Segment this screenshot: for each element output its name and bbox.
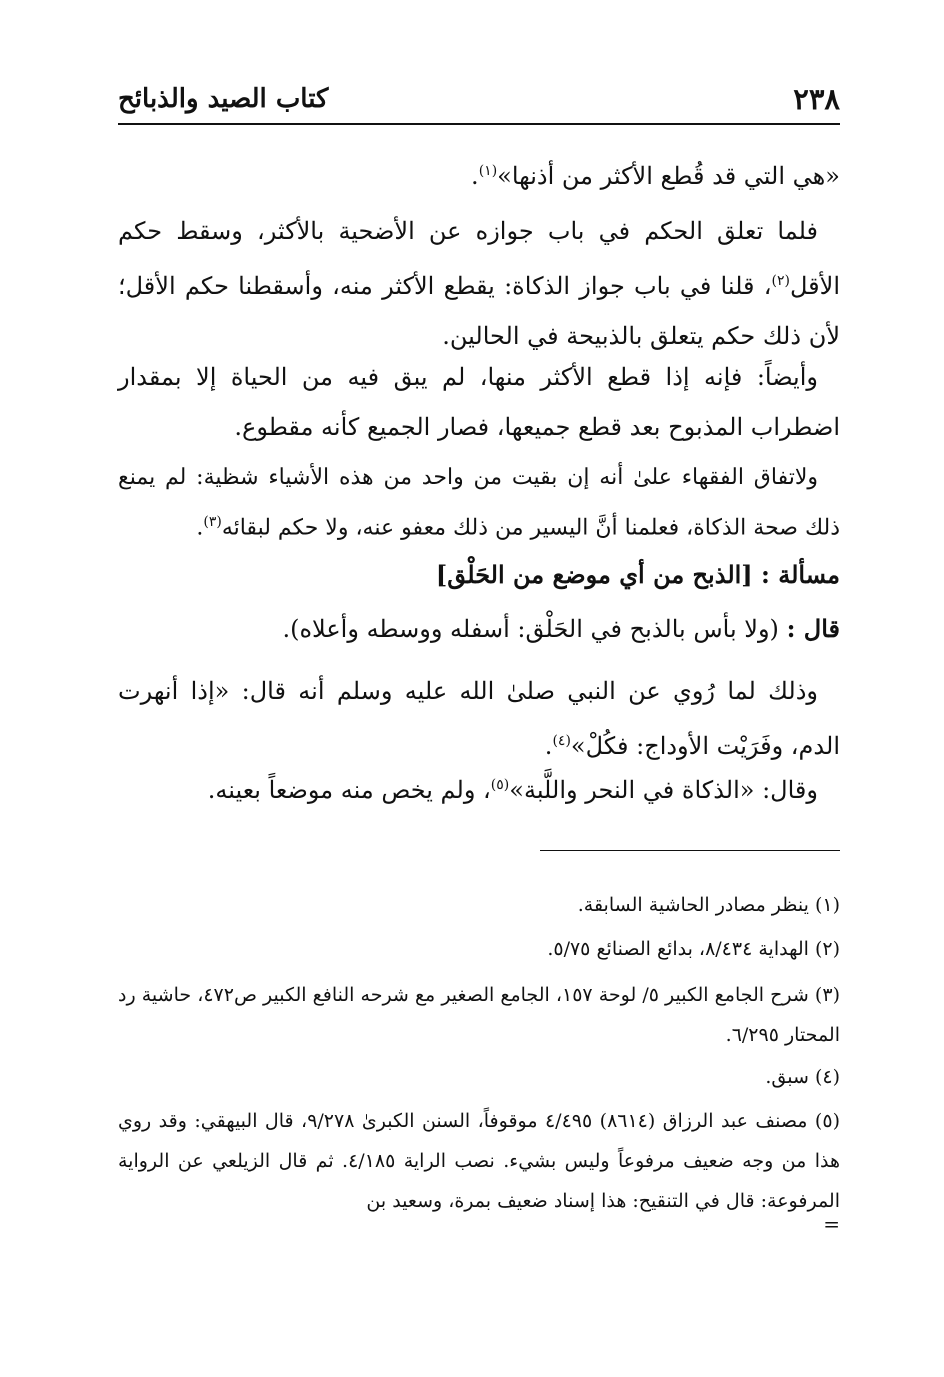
period: . — [471, 162, 479, 190]
footnote-ref-1: (١) — [478, 163, 498, 179]
issue-heading — [118, 550, 840, 600]
paragraph-1 — [118, 146, 840, 201]
paragraph-4-text: ولاتفاق الفقهاء علىٰ أنه إن بقيت من واحد من هذه الأشياء شظية: لم يمنع ذلك صحة الذكاة، فعلمنا أنَّ اليسير من ذلك معفو عنه، ولا حكم لبقائه — [118, 465, 840, 541]
paragraph-3 — [118, 352, 840, 452]
page-header — [118, 80, 840, 124]
header-rule — [118, 123, 840, 125]
period: . — [196, 515, 204, 541]
hadith-1-text: وذلك لما رُوي عن النبي صلىٰ الله عليه وسلم أنه قال: «إذا أنهرت الدم، وفَرَيْت الأوداج: فكُلْ» — [118, 677, 840, 760]
qala-text: (ولا بأس بالذبح في الحَلْق: أسفله ووسطه وأعلاه). — [282, 615, 779, 643]
issue-label: مسألة : — [761, 560, 840, 589]
paragraph-2-text-b: ، قلنا في باب جواز الذكاة: يقطع الأكثر منه، وأسقطنا حكم الأقل؛ لأن ذلك حكم يتعلق بالذبيحة في الحالين. — [118, 272, 840, 350]
footnote-4: (٤) سبق. — [765, 1066, 840, 1088]
footnote-5: (٥) مصنف عبد الرزاق (٨٦١٤) ٤/٤٩٥ موقوفاً، السنن الكبرىٰ ٩/٢٧٨، قال البيهقي: وقد روي هذا من وجه ضعيف مرفوعاً وليس بشيء. نصب الراية ٤/١٨٥. ثم قال الزيلعي عن الرواية المرفوعة: قال في التنقيح: هذا إسناد ضعيف بمرة، وسعيد بن — [118, 1110, 840, 1212]
footnote-ref-3: (٣) — [203, 514, 222, 530]
footnote-ref-4: (٤) — [552, 733, 571, 749]
footnote-2: (٢) الهداية ٨/٤٣٤، بدائع الصنائع ٥/٧٥. — [547, 938, 840, 960]
quote-text: «هي التي قد قُطع الأكثر من أذنها» — [497, 162, 840, 190]
paragraph-hadith-1 — [118, 666, 840, 771]
issue-title: [الذبح من أي موضع من الحَلْق] — [435, 560, 753, 589]
paragraph-4 — [118, 456, 840, 550]
paragraph-2 — [118, 206, 840, 361]
page-number: ٢٣٨ — [793, 82, 840, 116]
paragraph-2-text-a: فلما تعلق الحكم في باب جوازه عن الأضحية بالأكثر، وسقط حكم الأقل — [118, 217, 840, 300]
running-title: كتاب الصيد والذبائح — [118, 84, 329, 114]
hadith-2-text: وقال: «الذكاة في النحر واللَّبة» — [509, 776, 818, 804]
paragraph-hadith-2 — [118, 760, 840, 815]
continuation-mark: = — [823, 1212, 840, 1236]
paragraph-3-text: وأيضاً: فإنه إذا قطع الأكثر منها، لم يبق فيه من الحياة إلا بمقدار اضطراب المذبوح بعد قطع جميعها، فصار الجميع كأنه مقطوع. — [118, 363, 840, 441]
period: . — [544, 732, 553, 760]
footnote-3: (٣) شرح الجامع الكبير ٥/ لوحة ١٥٧، الجامع الصغير مع شرحه النافع الكبير ص٤٧٢، حاشية رد المحتار ٦/٢٩٥. — [118, 984, 840, 1046]
paragraph-qala — [118, 604, 840, 654]
footnote-1: (١) ينظر مصادر الحاشية السابقة. — [577, 894, 840, 916]
footnote-separator — [540, 850, 840, 851]
qala-label: قال : — [786, 614, 840, 643]
footnote-ref-5: (٥) — [490, 777, 510, 793]
hadith-2-text-b: ، ولم يخص منه موضعاً بعينه. — [207, 776, 491, 804]
footnote-ref-2: (٢) — [771, 273, 790, 289]
